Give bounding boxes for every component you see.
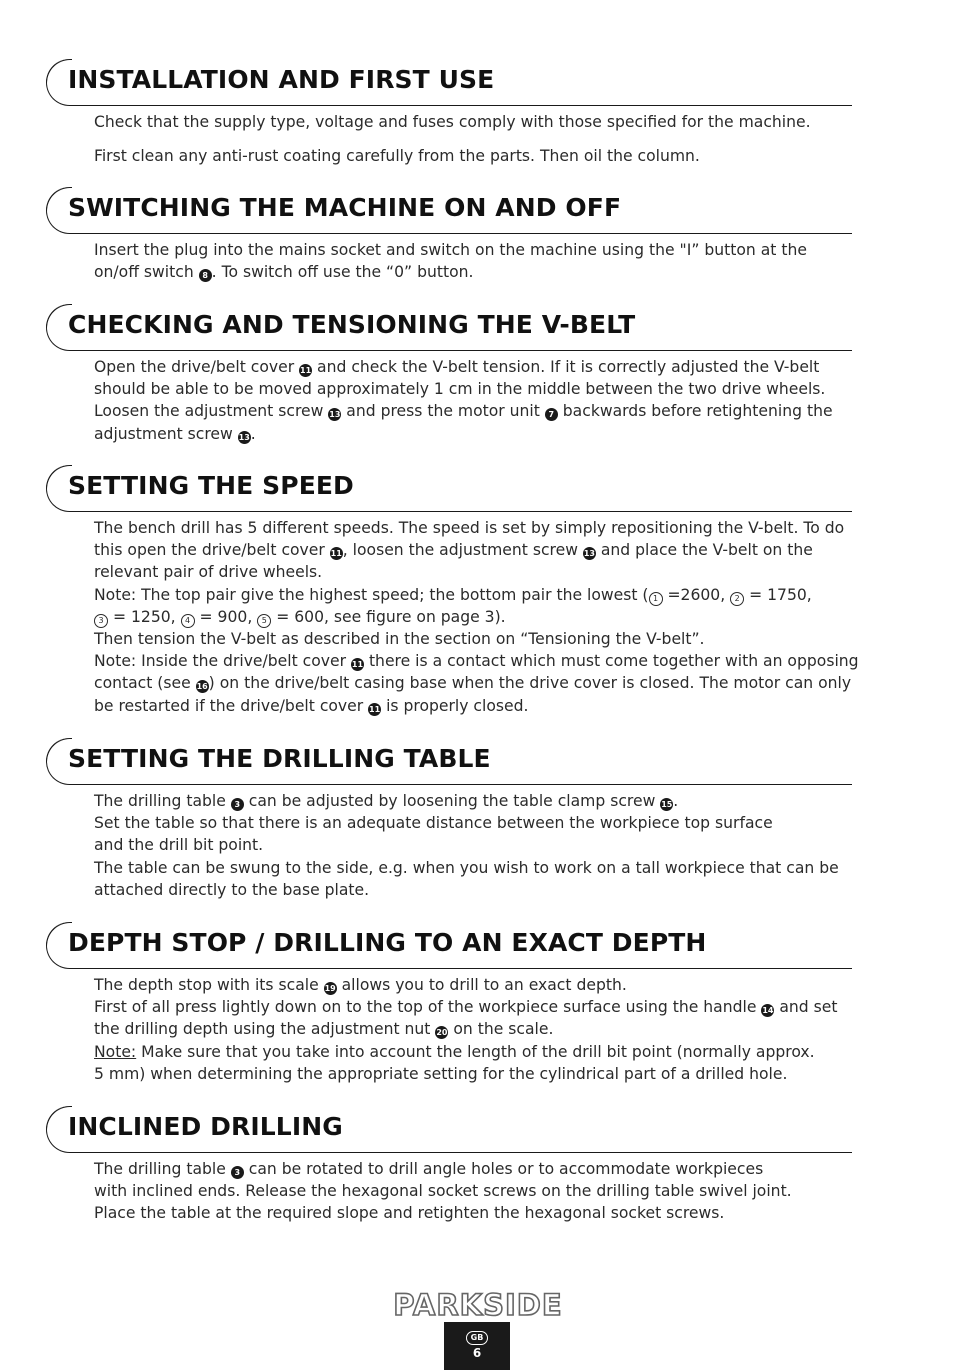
text-run: and the drill bit point. [94,836,264,855]
speed-number-badge: 3 [94,614,108,628]
text-run: can be rotated to drill angle holes or to accommodate workpieces [243,1160,764,1178]
section-body [94,356,894,445]
text-run: =2600, [662,585,731,604]
text-run: can be adjusted by loosening the table clamp screw [243,792,661,810]
text-run: and check the V-belt tension. If it is correctly adjusted the V-belt [312,358,820,376]
section-heading [0,59,954,107]
text-run: there is a contact which must come together with an opposing [363,652,859,671]
country-badge: GB [466,1331,488,1345]
section-installation [0,59,954,167]
part-number-badge: 11 [300,366,312,375]
section-vbelt [0,304,954,445]
section-body [94,111,894,167]
text-run: The drilling table [94,792,231,810]
section-body [94,790,894,901]
text-run: The bench drill has 5 different speeds. The speed is set by simply repositioning the V-belt. To do [94,519,845,537]
text-run: and place the V-belt on the [595,541,813,560]
section-title: SETTING THE DRILLING TABLE [68,744,491,773]
text-run: = 900, [194,607,258,626]
part-number-badge: 8 [199,269,212,282]
section-heading [0,465,954,513]
paragraph: First clean any anti-rust coating carefully from the parts. Then oil the column. [94,147,700,166]
text-run: . [250,424,256,443]
speed-number-badge: 4 [181,614,195,628]
section-title: INCLINED DRILLING [68,1112,343,1141]
section-title: DEPTH STOP / DRILLING TO AN EXACT DEPTH [68,928,707,957]
text-run: and press the motor unit [341,402,545,421]
section-switching [0,187,954,283]
paragraph [94,517,894,717]
speed-number-badge: 2 [730,592,744,606]
text-run: Place the table at the required slope and retighten the hexagonal socket screws. [94,1204,725,1223]
text-run: The drilling table [94,1160,231,1178]
part-number-badge: 13 [238,432,250,442]
text-run: be restarted if the drive/belt cover [94,696,369,715]
text-run: adjustment screw [94,424,238,443]
text-run: Then tension the V-belt as described in the section on “Tensioning the V-belt”. [94,630,705,649]
section-title: SETTING THE SPEED [68,471,354,500]
text-run: with inclined ends. Release the hexagonal socket screws on the drilling table swivel joint. [94,1182,792,1201]
part-number-badge: 14 [762,1006,774,1016]
section-body [94,517,894,717]
section-heading [0,187,954,235]
speed-number-badge: 5 [257,614,271,628]
paragraph [94,1158,894,1225]
text-run: Make sure that you take into account the length of the drill bit point (normally approx. [136,1042,815,1061]
note-label: Note: [94,1042,137,1061]
part-number-badge: 13 [583,549,595,559]
part-number-badge: 16 [196,682,208,692]
text-run: The table can be swung to the side, e.g. when you wish to work on a tall workpiece that can be [94,858,839,877]
part-number-badge: 13 [329,410,341,420]
section-body [94,239,894,283]
text-run: contact (see [94,674,196,693]
speed-number-badge: 1 [649,592,663,606]
text-run: on the scale. [448,1020,554,1039]
parkside-logo: PARKSIDE [393,1288,563,1322]
section-heading [0,738,954,786]
text-run: = 600, see figure on page 3). [271,607,506,626]
text-run: backwards before retightening the [557,402,833,421]
text-run: = 1250, [108,607,181,626]
section-title: CHECKING AND TENSIONING THE V-BELT [68,310,636,339]
text-run: attached directly to the base plate. [94,880,370,899]
text-run: 5 mm) when determining the appropriate setting for the cylindrical part of a drilled hole. [94,1064,788,1083]
part-number-badge: 19 [324,984,336,993]
text-run: allows you to drill to an exact depth. [336,976,627,994]
text-run: The depth stop with its scale [94,976,324,994]
text-run: Open the drive/belt cover [94,358,300,376]
section-body [94,1158,894,1225]
text-run: Set the table so that there is an adequate distance between the workpiece top surface [94,814,773,833]
section-body [94,974,894,1085]
section-title: INSTALLATION AND FIRST USE [68,65,495,94]
paragraph [94,974,894,1085]
text-run: on/off switch [94,263,199,282]
text-run: relevant pair of drive wheels. [94,563,323,582]
text-run: Note: Inside the drive/belt cover [94,652,351,671]
text-run: Insert the plug into the mains socket and switch on the machine using the "I” button at the [94,241,807,259]
section-title: SWITCHING THE MACHINE ON AND OFF [68,193,622,222]
section-speed [0,465,954,717]
page-number: 6 [472,1346,482,1360]
part-number-badge: 3 [231,798,244,811]
paragraph: Check that the supply type, voltage and fuses comply with those specified for the machine. [94,113,811,131]
text-run: , loosen the adjustment screw [342,541,583,560]
page-number-box [444,1322,510,1370]
text-run: ) on the drive/belt casing base when the drive cover is closed. The motor can only [208,674,852,693]
section-inclined [0,1106,954,1225]
part-number-badge: 11 [369,704,381,714]
text-run: this open the drive/belt cover [94,541,330,560]
part-number-badge: 3 [231,1166,244,1179]
text-run: and set [774,998,838,1017]
paragraph [94,239,894,283]
text-run: Note: The top pair give the highest speed; the bottom pair the lowest ( [94,585,649,604]
text-run: First of all press lightly down on to the top of the workpiece surface using the handle [94,998,762,1017]
part-number-badge: 7 [545,408,558,421]
part-number-badge: 11 [351,660,364,670]
paragraph [94,356,894,445]
text-run: = 1750, [744,585,812,604]
part-number-badge: 20 [436,1028,448,1038]
section-heading [0,922,954,970]
text-run: . [673,792,679,810]
text-run: Loosen the adjustment screw [94,402,329,421]
text-run: should be able to be moved approximately 1 cm in the middle between the two drive wheels. [94,380,826,399]
section-depth-stop [0,922,954,1085]
part-number-badge: 15 [661,800,673,809]
text-run: . To switch off use the “0” button. [211,263,474,282]
section-drilling-table [0,738,954,901]
section-heading [0,304,954,352]
part-number-badge: 11 [330,549,342,559]
section-heading [0,1106,954,1154]
paragraph [94,790,894,901]
text-run: the drilling depth using the adjustment nut [94,1020,436,1039]
text-run: is properly closed. [381,696,529,715]
